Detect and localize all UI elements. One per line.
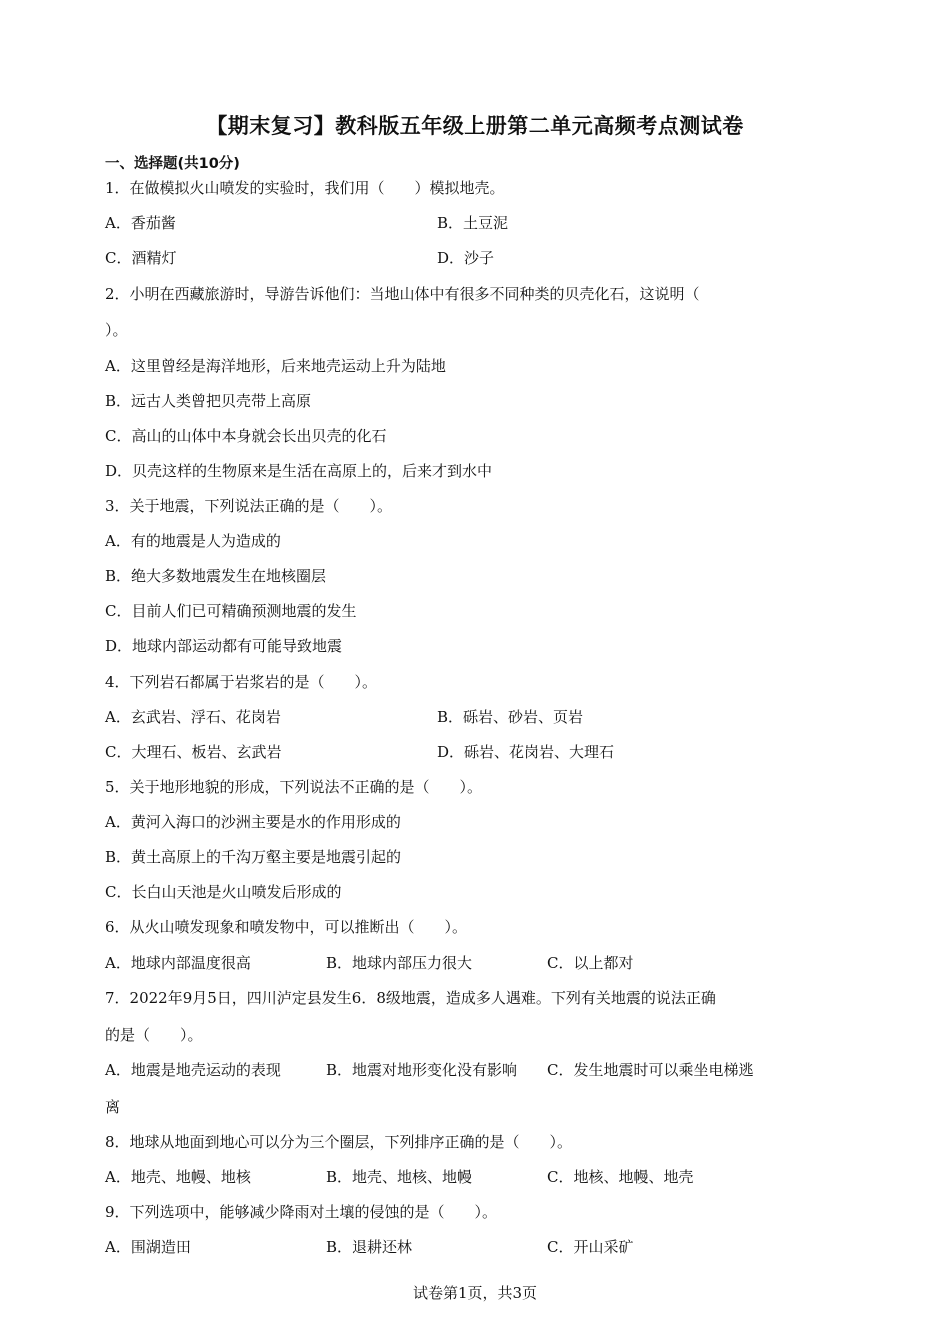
- question-4-stem: 4．下列岩石都属于岩浆岩的是（ ）。: [105, 673, 378, 691]
- question-2-option-a: A．这里曾经是海洋地形，后来地壳运动上升为陆地: [105, 357, 446, 375]
- question-6-option-c: C．以上都对: [547, 954, 634, 972]
- question-2-option-c: C．高山的山体中本身就会长出贝壳的化石: [105, 427, 387, 445]
- question-7-option-a: A．地震是地壳运动的表现: [105, 1061, 281, 1079]
- question-8-option-b: B．地壳、地核、地幔: [326, 1168, 473, 1186]
- question-5-stem: 5．关于地形地貌的形成，下列说法不正确的是（ ）。: [105, 778, 483, 796]
- question-9-option-c: C．开山采矿: [547, 1238, 634, 1256]
- question-4-option-d: D．砾岩、花岗岩、大理石: [437, 743, 615, 761]
- question-5-option-a: A．黄河入海口的沙洲主要是水的作用形成的: [105, 813, 401, 831]
- question-4-option-b: B．砾岩、砂岩、页岩: [437, 708, 584, 726]
- question-3-stem: 3．关于地震，下列说法正确的是（ ）。: [105, 497, 393, 515]
- question-1-stem: 1．在做模拟火山喷发的实验时，我们用（ ）模拟地壳。: [105, 179, 505, 197]
- question-7-option-c-continued: 离: [105, 1098, 121, 1116]
- question-9-stem: 9．下列选项中，能够减少降雨对土壤的侵蚀的是（ ）。: [105, 1203, 498, 1221]
- question-4-option-c: C．大理石、板岩、玄武岩: [105, 743, 282, 761]
- exam-title: 【期末复习】教科版五年级上册第二单元高频考点测试卷: [206, 114, 744, 138]
- question-1-option-a: A．香茄酱: [105, 214, 176, 232]
- question-2-stem: 2．小明在西藏旅游时，导游告诉他们：当地山体中有很多不同种类的贝壳化石，这说明（: [105, 285, 700, 303]
- question-8-option-c: C．地核、地幔、地壳: [547, 1168, 694, 1186]
- question-2-option-b: B．远古人类曾把贝壳带上高原: [105, 392, 312, 410]
- question-8-stem: 8．地球从地面到地心可以分为三个圈层，下列排序正确的是（ ）。: [105, 1133, 573, 1151]
- question-8-option-a: A．地壳、地幔、地核: [105, 1168, 251, 1186]
- question-3-option-b: B．绝大多数地震发生在地核圈层: [105, 567, 327, 585]
- question-7-option-c: C．发生地震时可以乘坐电梯逃: [547, 1061, 754, 1079]
- question-7-stem-continued: 的是（ ）。: [105, 1026, 203, 1044]
- question-6-stem: 6．从火山喷发现象和喷发物中，可以推断出（ ）。: [105, 918, 468, 936]
- question-3-option-a: A．有的地震是人为造成的: [105, 532, 281, 550]
- section-heading: 一、选择题(共10分): [105, 156, 240, 172]
- question-3-option-c: C．目前人们已可精确预测地震的发生: [105, 602, 357, 620]
- question-1-option-c: C．酒精灯: [105, 249, 177, 267]
- page-footer: 试卷第1页，共3页: [412, 1284, 538, 1302]
- question-1-option-d: D．沙子: [437, 249, 495, 267]
- question-1-option-b: B．土豆泥: [437, 214, 509, 232]
- question-9-option-a: A．围湖造田: [105, 1238, 191, 1256]
- question-6-option-a: A．地球内部温度很高: [105, 954, 251, 972]
- question-6-option-b: B．地球内部压力很大: [326, 954, 473, 972]
- question-7-option-b: B．地震对地形变化没有影响: [326, 1061, 518, 1079]
- question-2-stem-continued: ）。: [105, 321, 128, 339]
- question-2-option-d: D．贝壳这样的生物原来是生活在高原上的，后来才到水中: [105, 462, 493, 480]
- question-5-option-c: C．长白山天池是火山喷发后形成的: [105, 883, 342, 901]
- question-3-option-d: D．地球内部运动都有可能导致地震: [105, 637, 343, 655]
- question-5-option-b: B．黄土高原上的千沟万壑主要是地震引起的: [105, 848, 402, 866]
- question-9-option-b: B．退耕还林: [326, 1238, 413, 1256]
- question-4-option-a: A．玄武岩、浮石、花岗岩: [105, 708, 281, 726]
- question-7-stem: 7．2022年9月5日，四川泸定县发生6．8级地震，造成多人遇难。下列有关地震的说法正确: [105, 989, 716, 1007]
